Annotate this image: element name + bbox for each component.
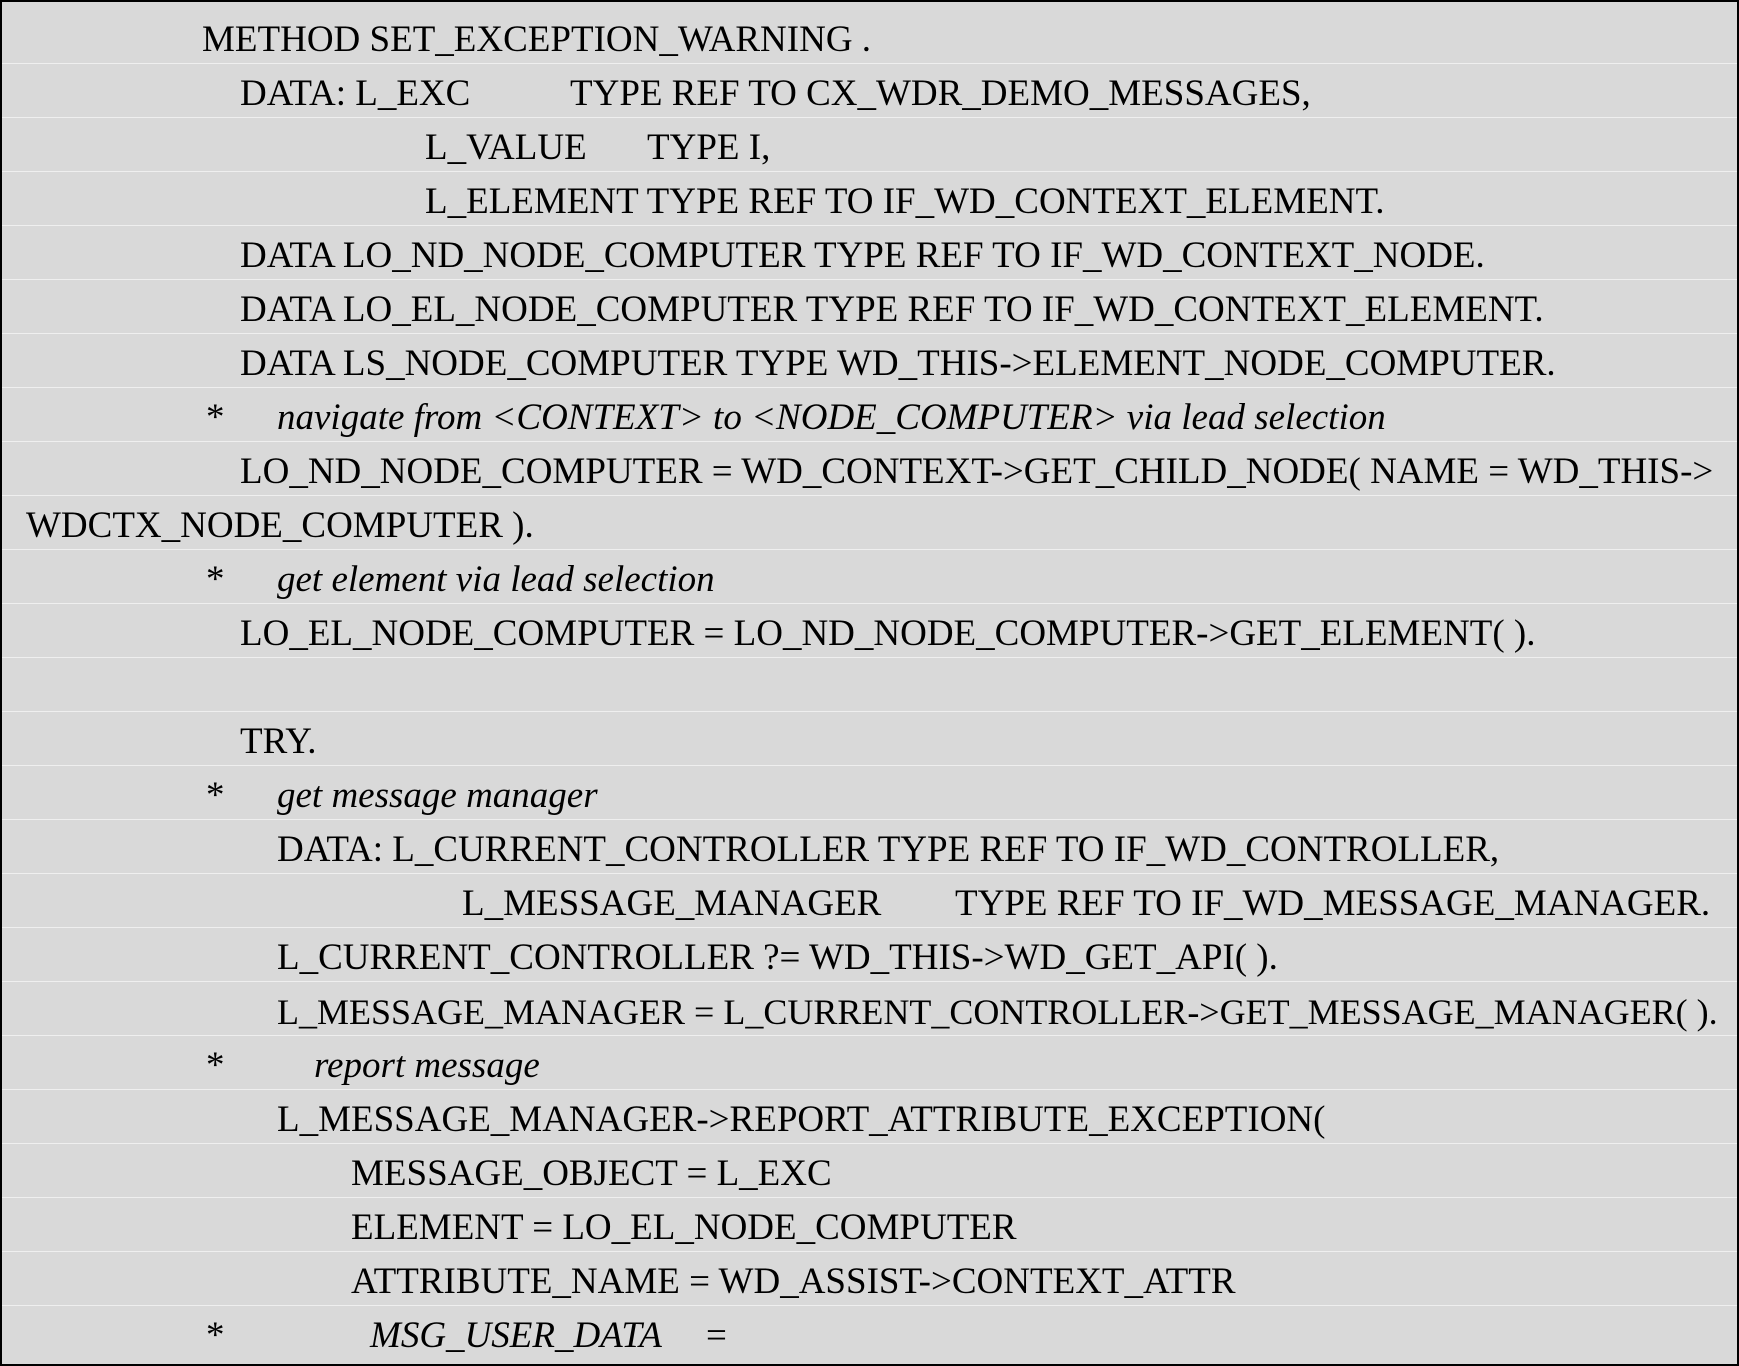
code-line <box>2 1252 1737 1306</box>
code-text: LO_ND_NODE_COMPUTER = WD_CONTEXT->GET_CHILD_NODE( NAME = WD_THIS-> <box>240 451 1714 492</box>
code-text: MESSAGE_OBJECT = L_EXC <box>351 1153 832 1194</box>
code-text: DATA: L_CURRENT_CONTROLLER TYPE REF TO IF_WD_CONTROLLER, <box>277 829 1500 870</box>
code-text: L_CURRENT_CONTROLLER ?= WD_THIS->WD_GET_API( ). <box>277 937 1278 978</box>
code-line <box>2 1144 1737 1198</box>
code-text: WDCTX_NODE_COMPUTER ). <box>26 505 534 546</box>
code-text: DATA LO_EL_NODE_COMPUTER TYPE REF TO IF_WD_CONTEXT_ELEMENT. <box>240 289 1544 330</box>
comment-line <box>2 1036 1737 1090</box>
comment-text: get element via lead selection <box>277 559 715 600</box>
comment-text: MSG_USER_DATA <box>370 1315 662 1356</box>
code-line <box>2 874 1737 928</box>
code-line <box>2 442 1737 496</box>
code-line <box>2 226 1737 280</box>
code-text: ELEMENT = LO_EL_NODE_COMPUTER <box>351 1207 1017 1248</box>
comment-marker: * <box>206 397 225 438</box>
code-text: L_VALUE <box>425 127 587 168</box>
code-line <box>2 64 1737 118</box>
code-text: TYPE REF TO IF_WD_MESSAGE_MANAGER. <box>955 883 1711 924</box>
comment-marker: * <box>206 1315 225 1356</box>
comment-line <box>2 766 1737 820</box>
code-text: ATTRIBUTE_NAME = WD_ASSIST->CONTEXT_ATTR <box>351 1261 1236 1302</box>
code-line <box>2 604 1737 658</box>
code-line <box>2 982 1737 1036</box>
code-text: L_MESSAGE_MANAGER = L_CURRENT_CONTROLLER->GET_MESSAGE_MANAGER( ). <box>277 992 1718 1032</box>
code-text: METHOD SET_EXCEPTION_WARNING . <box>202 19 872 60</box>
code-line <box>2 10 1737 64</box>
comment-text: navigate from <CONTEXT> to <NODE_COMPUTER> via lead selection <box>277 397 1386 438</box>
code-line <box>2 496 1737 550</box>
code-line <box>2 172 1737 226</box>
code-text: L_MESSAGE_MANAGER->REPORT_ATTRIBUTE_EXCEPTION( <box>277 1099 1326 1140</box>
code-line <box>2 820 1737 874</box>
blank-line <box>2 658 1737 712</box>
comment-line <box>2 1306 1737 1360</box>
code-text: TRY. <box>240 721 317 762</box>
code-line <box>2 118 1737 172</box>
comment-text: report message <box>314 1045 540 1086</box>
comment-marker: * <box>206 559 225 600</box>
code-text: L_MESSAGE_MANAGER <box>462 883 882 924</box>
code-line <box>2 280 1737 334</box>
code-text: L_ELEMENT TYPE REF TO IF_WD_CONTEXT_ELEMENT. <box>425 181 1385 222</box>
comment-operator: = <box>706 1315 727 1356</box>
code-line <box>2 928 1737 982</box>
code-text: DATA LS_NODE_COMPUTER TYPE WD_THIS->ELEMENT_NODE_COMPUTER. <box>240 343 1556 384</box>
code-text: LO_EL_NODE_COMPUTER = LO_ND_NODE_COMPUTER->GET_ELEMENT( ). <box>240 613 1536 654</box>
code-text: TYPE REF TO CX_WDR_DEMO_MESSAGES, <box>570 73 1311 114</box>
code-text: DATA: L_EXC <box>240 73 471 114</box>
code-text: DATA LO_ND_NODE_COMPUTER TYPE REF TO IF_WD_CONTEXT_NODE. <box>240 235 1485 276</box>
comment-text: get message manager <box>277 775 598 816</box>
comment-marker: * <box>206 1045 225 1086</box>
code-line <box>2 1090 1737 1144</box>
code-line <box>2 334 1737 388</box>
comment-marker: * <box>206 775 225 816</box>
comment-line <box>2 388 1737 442</box>
comment-line <box>2 550 1737 604</box>
code-line <box>2 712 1737 766</box>
code-text: TYPE I, <box>647 127 771 168</box>
code-line <box>2 1198 1737 1252</box>
